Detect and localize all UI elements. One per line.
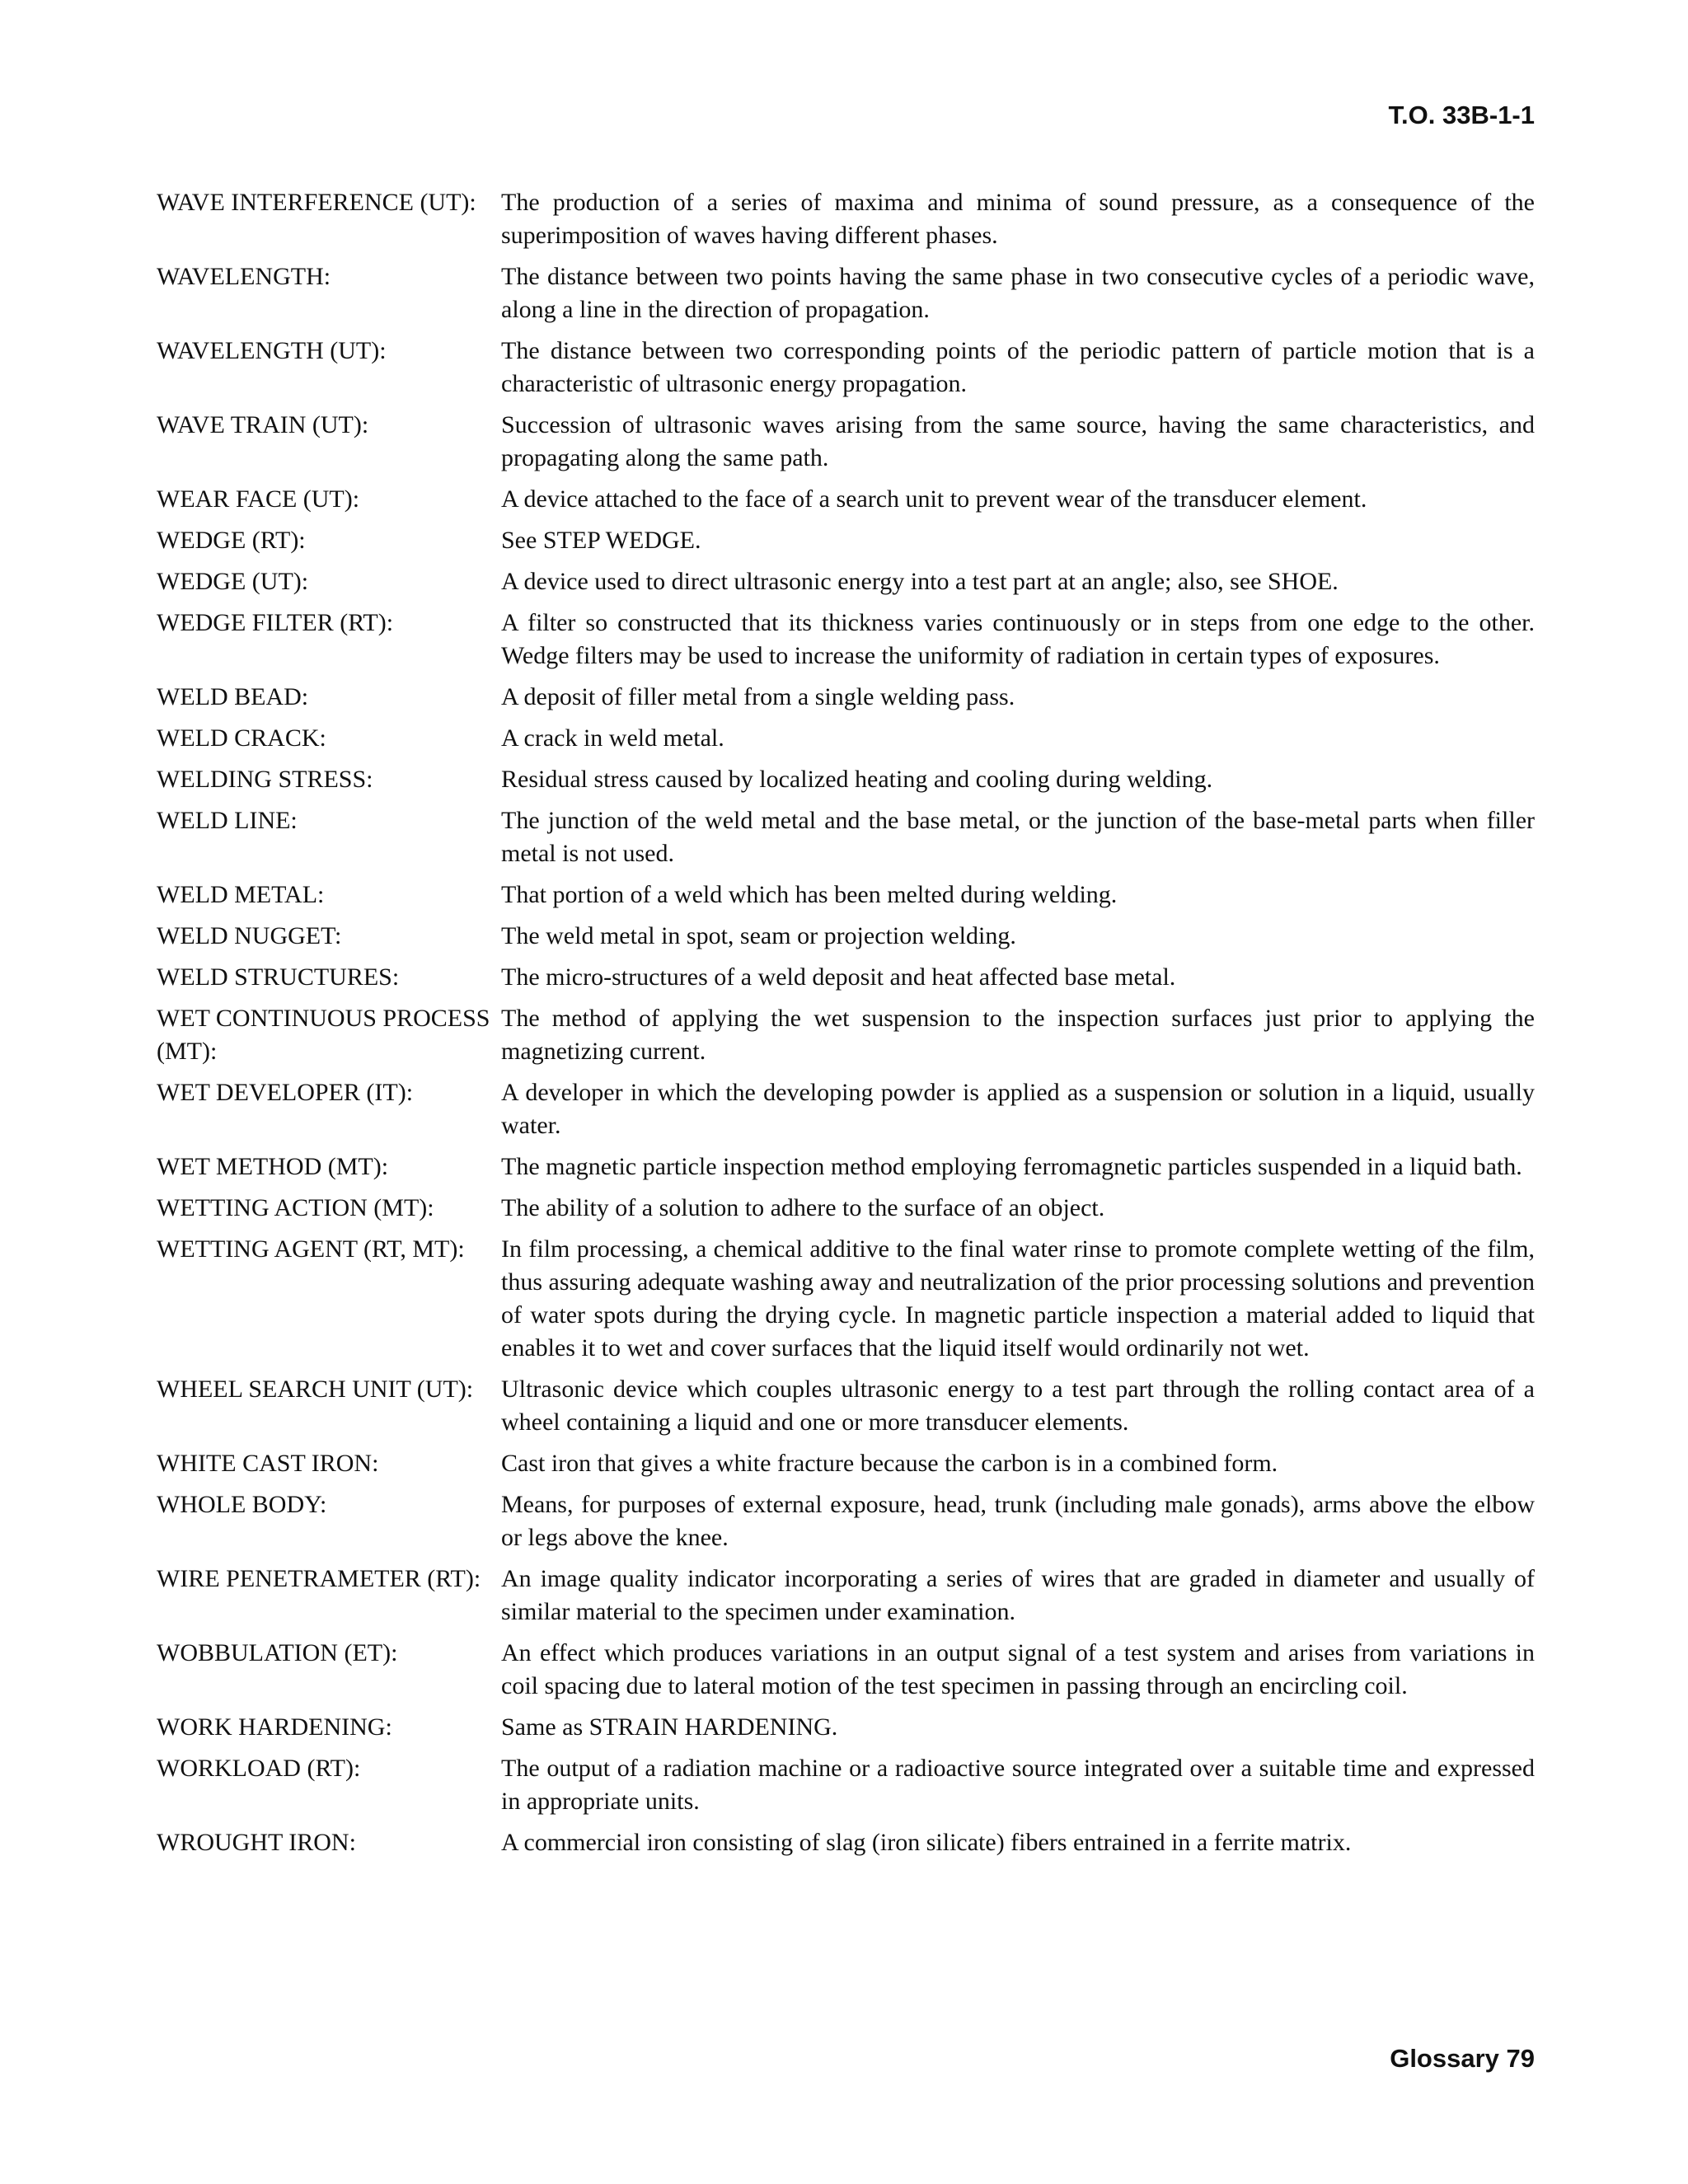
glossary-entry — [157, 1002, 1535, 1068]
glossary-entry — [157, 1076, 1535, 1142]
glossary-term: WOBBULATION (ET): — [157, 1639, 398, 1666]
glossary-definition: In film processing, a chemical additive to the final water rinse to promote complete wetting of the film, thus assuring adequate washing away and neutralization of the prior processing solutions and prevention of water spots during the drying cycle. In magnetic particle inspection a material added to liquid that enables it to wet and cover surfaces that the liquid itself would ordinarily not wet. — [501, 1235, 1535, 1361]
glossary-entry — [157, 1711, 1535, 1744]
glossary-definition: The production of a series of maxima and minima of sound pressure, as a consequence of the superimposition of waves having different phases. — [501, 189, 1535, 249]
glossary-definition: Succession of ultrasonic waves arising from the same source, having the same characteristics, and propagating along the same path. — [501, 411, 1535, 471]
glossary-term: WELD BEAD: — [157, 683, 309, 710]
glossary-definition: The micro-structures of a weld deposit and heat affected base metal. — [501, 963, 1176, 991]
glossary-entry — [157, 1373, 1535, 1439]
glossary-term: WELD LINE: — [157, 807, 298, 834]
glossary-term: WETTING AGENT (RT, MT): — [157, 1235, 465, 1263]
glossary-definition: Ultrasonic device which couples ultrasonic energy to a test part through the rolling contact area of a wheel containing a liquid and one or more transducer elements. — [501, 1376, 1535, 1436]
glossary-entry — [157, 524, 1535, 557]
glossary-entry — [157, 1447, 1535, 1480]
glossary-entry — [157, 1233, 1535, 1365]
glossary-list — [157, 186, 1535, 1868]
glossary-entry — [157, 961, 1535, 994]
glossary-definition: The output of a radiation machine or a radioactive source integrated over a suitable time and expressed in appropriate units. — [501, 1755, 1535, 1815]
glossary-term: WAVE INTERFERENCE (UT): — [157, 189, 476, 216]
glossary-definition: A device used to direct ultrasonic energy into a test part at an angle; also, see SHOE. — [501, 568, 1339, 595]
glossary-definition: The distance between two points having the same phase in two consecutive cycles of a periodic wave, along a line in the direction of propagation. — [501, 263, 1535, 323]
glossary-entry — [157, 260, 1535, 326]
glossary-entry — [157, 409, 1535, 475]
glossary-term: WORKLOAD (RT): — [157, 1755, 361, 1782]
glossary-term: WET METHOD (MT): — [157, 1153, 389, 1180]
glossary-entry — [157, 1752, 1535, 1818]
glossary-entry — [157, 1637, 1535, 1703]
glossary-term: WHITE CAST IRON: — [157, 1450, 379, 1477]
page-number: Glossary 79 — [1390, 2044, 1535, 2073]
glossary-term: WEDGE (RT): — [157, 527, 306, 554]
glossary-term: WELD STRUCTURES: — [157, 963, 400, 991]
glossary-definition: A device attached to the face of a search unit to prevent wear of the transducer element. — [501, 485, 1367, 513]
glossary-definition: Same as STRAIN HARDENING. — [501, 1713, 838, 1741]
glossary-term: WORK HARDENING: — [157, 1713, 392, 1741]
glossary-entry — [157, 1151, 1535, 1183]
glossary-entry — [157, 1488, 1535, 1554]
glossary-definition: A deposit of filler metal from a single welding pass. — [501, 683, 1015, 710]
glossary-entry — [157, 920, 1535, 953]
glossary-term: WROUGHT IRON: — [157, 1829, 356, 1856]
glossary-term: WIRE PENETRAMETER (RT): — [157, 1565, 481, 1592]
document-number: T.O. 33B-1-1 — [1388, 101, 1535, 129]
glossary-definition: Residual stress caused by localized heating and cooling during welding. — [501, 766, 1213, 793]
glossary-term: WELD METAL: — [157, 881, 325, 908]
glossary-term: WHEEL SEARCH UNIT (UT): — [157, 1376, 474, 1403]
glossary-definition: The method of applying the wet suspension to the inspection surfaces just prior to applying the magnetizing current. — [501, 1005, 1535, 1065]
glossary-entry — [157, 681, 1535, 714]
glossary-definition: A filter so constructed that its thickness varies continuously or in steps from one edge to the other. Wedge filters may be used to increase the uniformity of radiation in certain types of exposures. — [501, 609, 1535, 669]
glossary-term: WELDING STRESS: — [157, 766, 373, 793]
glossary-term: WHOLE BODY: — [157, 1491, 327, 1518]
glossary-definition: An image quality indicator incorporating a series of wires that are graded in diameter and usually of similar material to the specimen under examination. — [501, 1565, 1535, 1625]
glossary-entry — [157, 607, 1535, 673]
glossary-term: WETTING ACTION (MT): — [157, 1194, 434, 1221]
glossary-definition: That portion of a weld which has been melted during welding. — [501, 881, 1118, 908]
glossary-term: WELD NUGGET: — [157, 922, 342, 949]
glossary-entry — [157, 1826, 1535, 1859]
glossary-definition: A crack in weld metal. — [501, 724, 724, 752]
glossary-entry — [157, 763, 1535, 796]
glossary-entry — [157, 483, 1535, 516]
glossary-definition: See STEP WEDGE. — [501, 527, 701, 554]
glossary-term: WAVELENGTH: — [157, 263, 331, 290]
glossary-definition: Means, for purposes of external exposure, head, trunk (including male gonads), arms above the elbow or legs above the knee. — [501, 1491, 1535, 1551]
glossary-entry — [157, 335, 1535, 401]
glossary-entry — [157, 722, 1535, 755]
glossary-definition: A commercial iron consisting of slag (iron silicate) fibers entrained in a ferrite matrix. — [501, 1829, 1352, 1856]
glossary-definition: Cast iron that gives a white fracture because the carbon is in a combined form. — [501, 1450, 1278, 1477]
glossary-definition: The weld metal in spot, seam or projection welding. — [501, 922, 1016, 949]
glossary-entry — [157, 879, 1535, 912]
glossary-definition: A developer in which the developing powder is applied as a suspension or solution in a liquid, usually water. — [501, 1079, 1535, 1139]
glossary-definition: The distance between two corresponding points of the periodic pattern of particle motion that is a characteristic of ultrasonic energy propagation. — [501, 337, 1535, 397]
glossary-definition: The ability of a solution to adhere to the surface of an object. — [501, 1194, 1105, 1221]
glossary-term: WET DEVELOPER (IT): — [157, 1079, 414, 1106]
glossary-definition: The junction of the weld metal and the base metal, or the junction of the base-metal parts when filler metal is not used. — [501, 807, 1535, 867]
glossary-term: WET CONTINUOUS PROCESS (MT): — [157, 1005, 490, 1065]
glossary-definition: An effect which produces variations in an output signal of a test system and arises from variations in coil spacing due to lateral motion of the test specimen in passing through an encircling coil. — [501, 1639, 1535, 1699]
glossary-term: WAVELENGTH (UT): — [157, 337, 387, 364]
glossary-entry — [157, 1192, 1535, 1225]
glossary-entry — [157, 186, 1535, 252]
glossary-term: WEDGE (UT): — [157, 568, 309, 595]
glossary-term: WEAR FACE (UT): — [157, 485, 360, 513]
glossary-entry — [157, 804, 1535, 870]
glossary-definition: The magnetic particle inspection method employing ferromagnetic particles suspended in a liquid bath. — [501, 1153, 1522, 1180]
glossary-entry — [157, 565, 1535, 598]
glossary-entry — [157, 1563, 1535, 1629]
glossary-term: WELD CRACK: — [157, 724, 326, 752]
glossary-term: WEDGE FILTER (RT): — [157, 609, 394, 636]
glossary-term: WAVE TRAIN (UT): — [157, 411, 369, 438]
